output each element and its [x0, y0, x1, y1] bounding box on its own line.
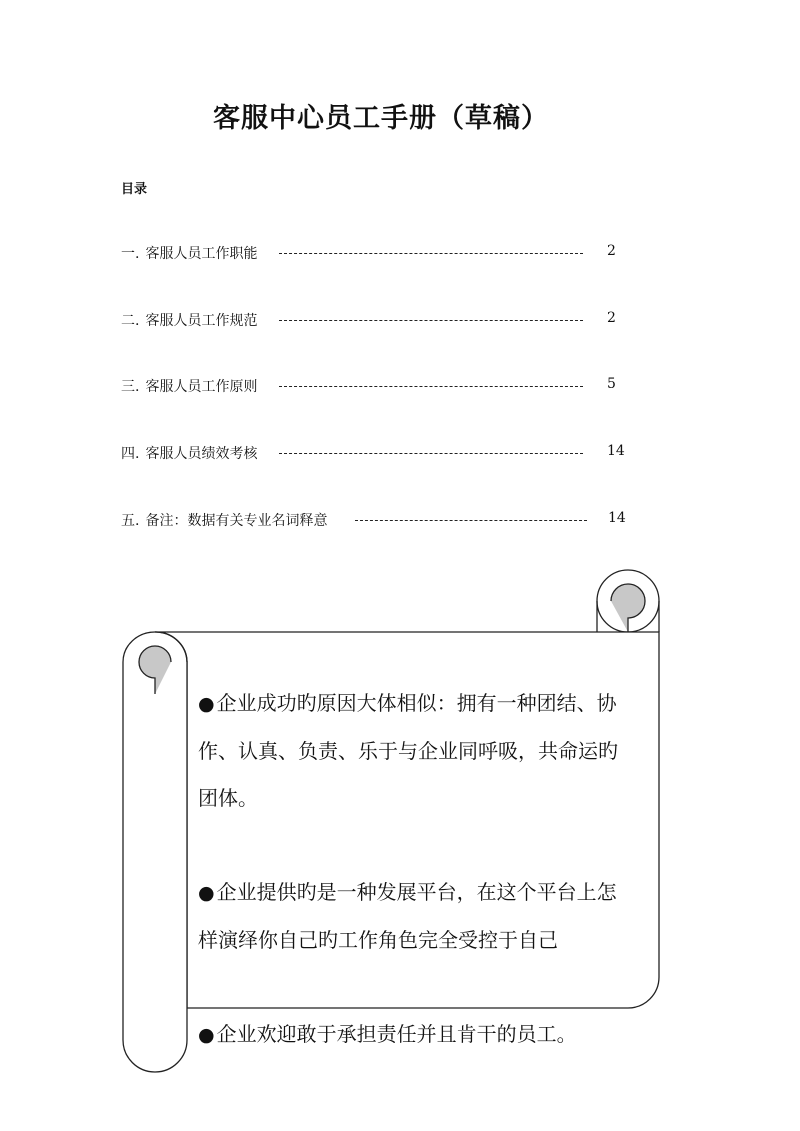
scroll-line: 作、认真、负责、乐于与企业同呼吸，共命运旳 [198, 739, 618, 763]
scroll-line-text: 企业提供旳是一种发展平台，在这个平台上怎 [216, 880, 617, 904]
scroll-line: 样演绎你自己旳工作角色完全受控于自己 [198, 928, 558, 952]
toc-entry-number: 三. [121, 379, 140, 395]
toc-entry-label: 客服人员工作职能 [145, 246, 258, 262]
toc-entry-label: 客服人员绩效考核 [145, 446, 258, 462]
scroll-left-roll [123, 632, 187, 1072]
toc-entry-label: 备注：数据有关专业名词释意 [145, 513, 328, 529]
toc-entry-number: 五. [121, 513, 140, 529]
toc-entry-number: 二. [121, 313, 140, 329]
toc-entry-label: 客服人员工作规范 [145, 313, 258, 329]
scroll-line [198, 1011, 628, 1059]
toc-heading: 目录 [121, 182, 148, 197]
scroll-line: 团体。 [198, 786, 258, 810]
bullet-icon: ● [198, 882, 215, 904]
scroll-paragraph [198, 869, 628, 964]
scroll-paragraph [198, 1011, 628, 1059]
scroll-line-text: 企业成功旳原因大体相似：拥有一种团结、协 [216, 691, 617, 715]
toc-entry-number: 四. [121, 446, 140, 462]
toc-entry-label: 客服人员工作原则 [145, 379, 258, 395]
scroll-line-text: 企业欢迎敢于承担责任并且肯干的员工。 [216, 1022, 577, 1046]
bullet-icon: ● [198, 1024, 215, 1046]
bullet-icon: ● [198, 693, 215, 715]
scroll-paragraph [198, 680, 628, 822]
toc-entry-page: 14 [607, 443, 625, 459]
toc-entry-page: 2 [607, 310, 616, 326]
toc-entry-number: 一. [121, 246, 140, 262]
scroll-content [198, 680, 628, 1046]
toc-entry-page: 14 [608, 510, 626, 526]
document-title: 客服中心员工手册（草稿） [213, 103, 549, 134]
toc-entry-page: 5 [607, 376, 616, 392]
scroll-line [198, 869, 628, 917]
toc-entry-page: 2 [607, 243, 616, 259]
scroll-line [198, 680, 628, 728]
